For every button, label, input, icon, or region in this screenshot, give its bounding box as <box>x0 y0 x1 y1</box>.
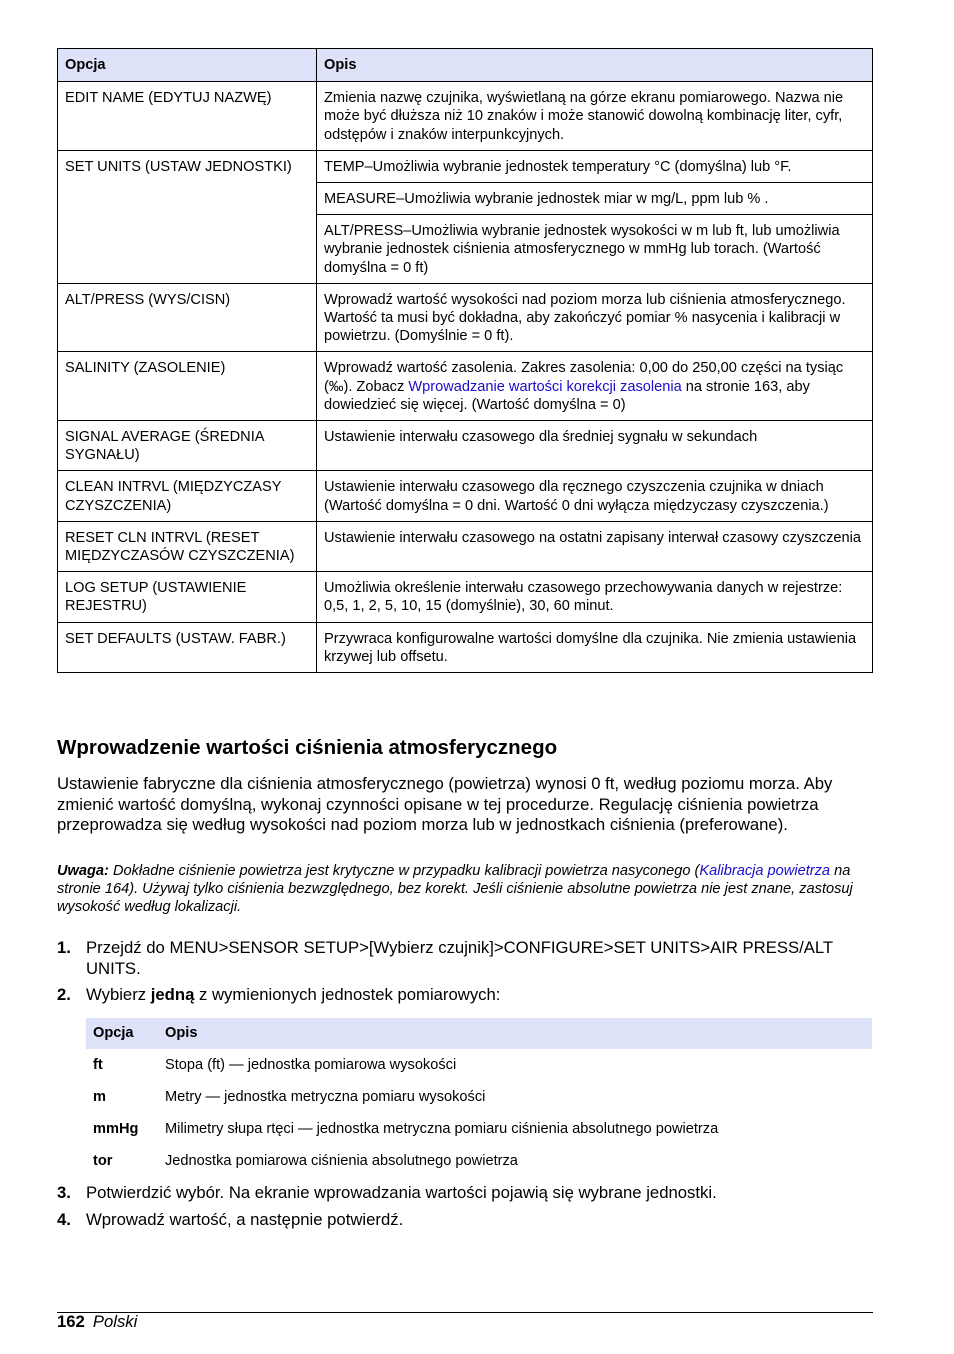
table-row <box>86 1113 872 1145</box>
step-emphasis: jedną <box>150 985 195 1004</box>
step-number: 2. <box>57 985 71 1004</box>
step-3 <box>57 1183 857 1204</box>
table-row <box>86 1145 872 1177</box>
step-number: 3. <box>57 1183 71 1202</box>
column-header-description: Opis <box>158 1018 872 1049</box>
description-cell: MEASURE–Umożliwia wybranie jednostek miar w mg/L, ppm lub % . <box>317 183 873 215</box>
page-footer <box>57 1312 137 1332</box>
table-header-row <box>86 1018 872 1049</box>
step-text: Potwierdzić wybór. Na ekranie wprowadzania wartości pojawią się wybrane jednostki. <box>86 1183 717 1202</box>
description-cell: ALT/PRESS–Umożliwia wybranie jednostek wysokości w m lub ft, lub umożliwia wybranie jednostek ciśnienia atmosferycznego w mmHg lub torach. (Wartość domyślna = 0 ft) <box>317 215 873 284</box>
description-cell: Ustawienie interwału czasowego dla ręcznego czyszczenia czujnika w dniach (Wartość domyślna = 0 dni. Wartość 0 dni wyłącza międzyczasy czyszczenia.) <box>317 471 873 521</box>
air-calibration-link[interactable]: Kalibracja powietrza <box>699 863 831 879</box>
unit-code: mmHg <box>93 1121 139 1137</box>
page-number: 162 <box>57 1312 85 1331</box>
note-text: Dokładne ciśnienie powietrza jest krytyczne w przypadku kalibracji powietrza nasyconego ( <box>108 863 700 879</box>
table-row <box>86 1081 872 1113</box>
description-cell: TEMP–Umożliwia wybranie jednostek temperatury °C (domyślna) lub °F. <box>317 150 873 182</box>
table-row <box>58 572 873 622</box>
column-header-option: Opcja <box>58 49 317 82</box>
unit-code: ft <box>93 1057 103 1073</box>
option-cell: EDIT NAME (EDYTUJ NAZWĘ) <box>58 82 317 151</box>
step-text-part: z wymienionych jednostek pomiarowych: <box>194 985 501 1004</box>
description-cell: Zmienia nazwę czujnika, wyświetlaną na górze ekranu pomiarowego. Nazwa nie może być dłuższa niż 10 znaków i może stanowić dowolną kombinację liter, cyfr, odstępów i znaków interpunkcyjnych. <box>317 82 873 151</box>
option-cell: LOG SETUP (USTAWIENIE REJESTRU) <box>58 572 317 622</box>
options-table <box>57 48 873 673</box>
step-number: 4. <box>57 1210 71 1229</box>
unit-description: Milimetry słupa rtęci — jednostka metryczna pomiaru ciśnienia absolutnego powietrza <box>165 1121 719 1137</box>
description-text: Wprowadź wartość zasolenia. Zakres zasolenia: 0,00 do 250,00 części na tysiąc (‰). Zobacz <box>324 360 844 395</box>
table-row <box>58 622 873 672</box>
option-cell: CLEAN INTRVL (MIĘDZYCZASY CZYSZCZENIA) <box>58 471 317 521</box>
footer-language: Polski <box>92 1312 138 1331</box>
step-text: Wprowadź wartość, a następnie potwierdź. <box>86 1210 404 1229</box>
table-row <box>86 1049 872 1081</box>
description-text: na stronie 163, aby dowiedzieć się więcej. (Wartość domyślna = 0) <box>324 378 810 413</box>
note-text: na stronie 164). Używaj tylko ciśnienia bezwzględnego, bez korekt. Jeśli ciśnienie absolutne powietrza nie jest znane, zastosuj wysokość według lokalizacji. <box>57 863 853 916</box>
option-cell: SALINITY (ZASOLENIE) <box>58 352 317 421</box>
option-cell: ALT/PRESS (WYS/CISN) <box>58 283 317 352</box>
table-row <box>58 82 873 151</box>
unit-description: Jednostka pomiarowa ciśnienia absolutnego powietrza <box>165 1153 518 1169</box>
step-text: Przejdź do MENU>SENSOR SETUP>[Wybierz czujnik]>CONFIGURE>SET UNITS>AIR PRESS/ALT UNITS. <box>86 938 833 978</box>
intro-paragraph: Ustawienie fabryczne dla ciśnienia atmosferycznego (powietrza) wynosi 0 ft, według poziomu morza. Aby zmienić wartość domyślną, wykonaj czynności opisane w tej procedurze. Regulację ciśnienia powietrza przeprowadza się według wysokości nad poziom morza lub w jednostkach ciśnienia (preferowane). <box>57 774 833 834</box>
unit-description: Metry — jednostka metryczna pomiaru wysokości <box>165 1089 486 1105</box>
option-cell: SIGNAL AVERAGE (ŚREDNIA SYGNAŁU) <box>58 421 317 471</box>
option-cell: SET DEFAULTS (USTAW. FABR.) <box>58 622 317 672</box>
description-cell: Wprowadź wartość wysokości nad poziom morza lub ciśnienia atmosferycznego. Wartość ta musi być dokładna, aby zakończyć pomiar % nasycenia i kalibracji w powietrzu. (Domyślnie = 0 ft). <box>317 283 873 352</box>
footer-divider <box>57 1312 873 1313</box>
table-row <box>58 352 873 421</box>
table-row <box>58 471 873 521</box>
unit-code: m <box>93 1089 106 1105</box>
unit-code: tor <box>93 1153 113 1169</box>
column-header-description: Opis <box>317 49 873 82</box>
table-row <box>58 283 873 352</box>
units-table <box>86 1018 872 1177</box>
description-cell: Ustawienie interwału czasowego na ostatni zapisany interwał czasowy czyszczenia <box>317 521 873 571</box>
section-title: Wprowadzenie wartości ciśnienia atmosferycznego <box>57 736 558 759</box>
description-cell <box>317 352 873 421</box>
table-header-row <box>58 49 873 82</box>
option-cell: SET UNITS (USTAW JEDNOSTKI) <box>58 150 317 283</box>
table-row <box>58 521 873 571</box>
step-text-part: Wybierz <box>86 985 151 1004</box>
note-label: Uwaga: <box>57 863 109 879</box>
step-text <box>86 985 857 1006</box>
option-cell: RESET CLN INTRVL (RESET MIĘDZYCZASÓW CZYSZCZENIA) <box>58 521 317 571</box>
description-cell: Przywraca konfigurowalne wartości domyślne dla czujnika. Nie zmienia ustawienia krzywej lub offsetu. <box>317 622 873 672</box>
column-header-option: Opcja <box>86 1018 158 1049</box>
description-cell: Ustawienie interwału czasowego dla średniej sygnału w sekundach <box>317 421 873 471</box>
note-paragraph <box>57 862 877 917</box>
unit-description: Stopa (ft) — jednostka pomiarowa wysokości <box>165 1057 457 1073</box>
step-1 <box>57 938 857 979</box>
salinity-correction-link[interactable]: Wprowadzanie wartości korekcji zasolenia <box>408 378 682 395</box>
step-2 <box>57 985 857 1006</box>
step-4 <box>57 1210 857 1231</box>
table-row <box>58 421 873 471</box>
description-cell: Umożliwia określenie interwału czasowego przechowywania danych w rejestrze: 0,5, 1, 2, 5, 10, 15 (domyślnie), 30, 60 minut. <box>317 572 873 622</box>
table-row <box>58 150 873 182</box>
step-number: 1. <box>57 938 71 957</box>
